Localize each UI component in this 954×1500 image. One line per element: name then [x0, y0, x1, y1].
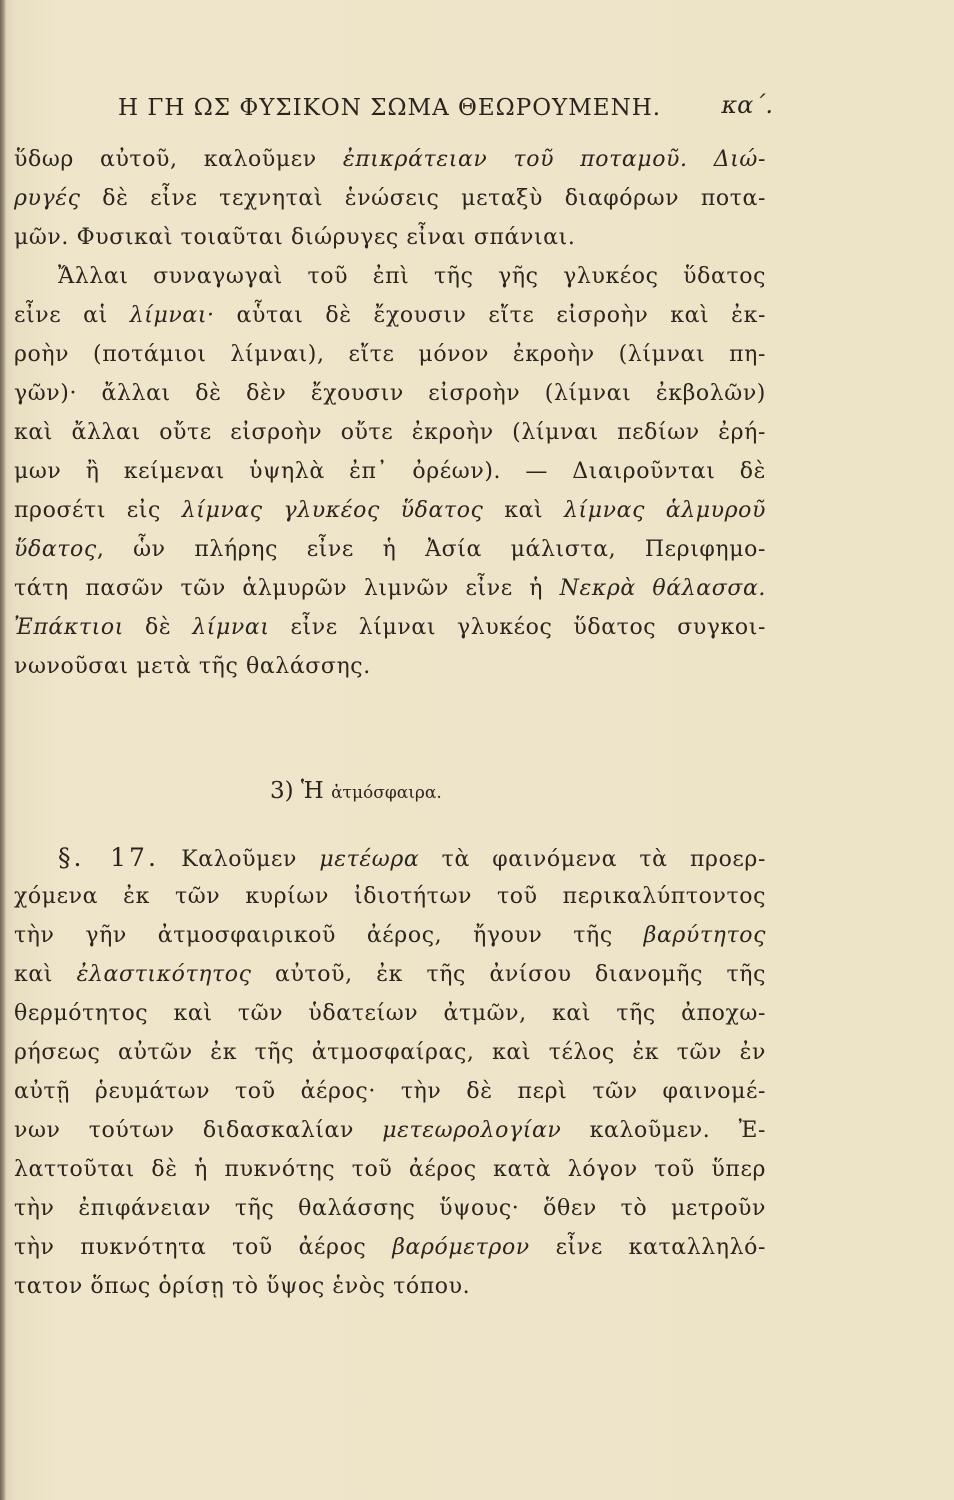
emphasized-term: λίμνας γλυκέος ὕδατος: [181, 498, 484, 523]
text-run: , ὧν πλήρης εἶνε ἡ Ἀσία μάλιστα, Περιφημο-: [96, 537, 766, 562]
text-line: [14, 374, 766, 413]
page-header: [118, 87, 773, 127]
text-run: δὲ: [123, 615, 193, 640]
text-run: εἶνε λίμναι γλυκέος ὕδατος συγκοι-: [269, 615, 766, 640]
emphasized-term: ρυγές: [14, 186, 81, 211]
text-line: [14, 1111, 766, 1150]
emphasized-term: μετεωρολογίαν: [382, 1118, 562, 1143]
text-run: μῶν. Φυσικαὶ τοιαῦται διώρυγες εἶναι σπάνιαι.: [14, 225, 576, 250]
text-line: [14, 296, 766, 335]
text-line: [14, 491, 766, 530]
text-line: [14, 1033, 766, 1072]
emphasized-term: λίμναι·: [129, 303, 215, 328]
text-run: τάτη πασῶν τῶν ἁλμυρῶν λιμνῶν εἶνε ἡ: [14, 576, 560, 601]
text-run: Καλοῦμεν: [158, 847, 320, 872]
text-run: καὶ: [483, 498, 565, 523]
text-run: καλοῦμεν. Ἐ-: [561, 1118, 766, 1143]
paragraph-lakes: [14, 257, 766, 686]
emphasized-term: ἐλαστικότητος: [76, 962, 252, 987]
text-line: [14, 335, 766, 374]
text-line: [14, 218, 766, 257]
body-text-upper: [14, 140, 766, 686]
text-run: θερμότητος καὶ τῶν ὑδατείων ἀτμῶν, καὶ τῆς ἀποχω-: [14, 1001, 766, 1026]
section-title: ἀτμόσφαιρα.: [331, 783, 442, 803]
text-run: ρήσεως αὐτῶν ἐκ τῆς ἀτμοσφαίρας, καὶ τέλος ἐκ τῶν ἐν: [14, 1040, 766, 1065]
text-line: [14, 838, 766, 877]
text-run: τὰ φαινόμενα τὰ προερ-: [419, 847, 766, 872]
text-run: αὗται δὲ ἔχουσιν εἴτε εἰσροὴν καὶ ἐκ-: [214, 303, 766, 328]
text-line: [14, 916, 766, 955]
text-run: λαττοῦται δὲ ἡ πυκνότης τοῦ ἀέρος κατὰ λόγον τοῦ ὕπερ: [14, 1157, 766, 1182]
emphasized-term: ἐπικράτειαν τοῦ ποταμοῦ. Διώ-: [342, 147, 766, 172]
text-line: [14, 955, 766, 994]
text-line: [14, 647, 766, 686]
text-run: αὐτοῦ, ἐκ τῆς ἀνίσου διανομῆς τῆς: [251, 962, 766, 987]
emphasized-term: ὕδατος: [14, 537, 97, 562]
emphasized-term: λίμναι: [192, 615, 270, 640]
text-run: δὲ εἶνε τεχνηταὶ ἑνώσεις μεταξὺ διαφόρων ποτα-: [80, 186, 766, 211]
emphasized-term: βαρύτητος: [643, 923, 766, 948]
text-run: τὴν πυκνότητα τοῦ ἀέρος: [14, 1235, 393, 1260]
text-line: [14, 140, 766, 179]
text-line: [14, 179, 766, 218]
section-number: 3) Ἡ: [270, 778, 324, 804]
text-run: προσέτι εἰς: [14, 498, 182, 523]
running-title: Η ΓΗ ΩΣ ΦΥΣΙΚΟΝ ΣΩΜΑ ΘΕΩΡΟΥΜΕΝΗ.: [118, 95, 662, 121]
body-text-lower: [14, 838, 766, 1306]
text-line: [14, 530, 766, 569]
text-line: [14, 994, 766, 1033]
text-run: τὴν γῆν ἀτμοσφαιρικοῦ ἀέρος, ἤγουν τῆς: [14, 923, 644, 948]
text-run: ροὴν (ποτάμιοι λίμναι), εἴτε μόνον ἐκροὴν (λίμναι πη-: [14, 342, 766, 367]
text-line: [14, 569, 766, 608]
text-run: νων τούτων διδασκαλίαν: [14, 1118, 383, 1143]
paragraph-number: §. 17.: [58, 843, 159, 872]
text-run: αὐτῇ ῥευμάτων τοῦ ἀέρος· τὴν δὲ περὶ τῶν φαινομέ-: [14, 1079, 766, 1104]
text-run: μων ἢ κείμεναι ὑψηλὰ ἐπ᾽ ὀρέων). — Διαιροῦνται δὲ: [14, 459, 766, 484]
emphasized-term: Νεκρὰ θάλασσα.: [559, 576, 766, 601]
emphasized-term: μετέωρα: [319, 847, 420, 872]
text-line: [14, 1267, 766, 1306]
text-run: καὶ ἄλλαι οὔτε εἰσροὴν οὔτε ἐκροὴν (λίμναι πεδίων ἐρή-: [14, 420, 766, 445]
page-spine-shadow: [0, 0, 6, 1500]
text-line: [14, 608, 766, 647]
page-number: κα΄.: [721, 91, 773, 119]
text-run: εἶνε αἱ: [14, 303, 130, 328]
text-line: [14, 1150, 766, 1189]
emphasized-term: λίμνας ἁλμυροῦ: [564, 498, 767, 523]
paragraph-meteora: [14, 838, 766, 1306]
text-run: τὴν ἐπιφάνειαν τῆς θαλάσσης ὕψους· ὅθεν τὸ μετροῦν: [14, 1196, 766, 1221]
paragraph-channels: [14, 140, 766, 257]
text-run: νωνοῦσαι μετὰ τῆς θαλάσσης.: [14, 654, 371, 679]
text-run: ὕδωρ αὐτοῦ, καλοῦμεν: [14, 147, 343, 172]
text-line: [14, 413, 766, 452]
text-run: χόμενα ἐκ τῶν κυρίων ἰδιοτήτων τοῦ περικαλύπτοντος: [14, 884, 766, 909]
text-line: [14, 452, 766, 491]
section-heading: [270, 778, 442, 804]
text-run: καὶ: [14, 962, 77, 987]
emphasized-term: βαρόμετρον: [392, 1235, 530, 1260]
text-run: εἶνε καταλληλό-: [529, 1235, 766, 1260]
text-run: Ἄλλαι συναγωγαὶ τοῦ ἐπὶ τῆς γῆς γλυκέος ὕδατος: [58, 264, 766, 289]
text-line: [14, 1228, 766, 1267]
text-line: [14, 1072, 766, 1111]
text-line: [14, 257, 766, 296]
text-line: [14, 1189, 766, 1228]
emphasized-term: Ἐπάκτιοι: [14, 615, 124, 640]
text-run: γῶν)· ἄλλαι δὲ δὲν ἔχουσιν εἰσροὴν (λίμναι ἐκβολῶν): [14, 381, 766, 406]
text-line: [14, 877, 766, 916]
text-run: τατον ὅπως ὁρίσῃ τὸ ὕψος ἑνὸς τόπου.: [14, 1274, 471, 1299]
